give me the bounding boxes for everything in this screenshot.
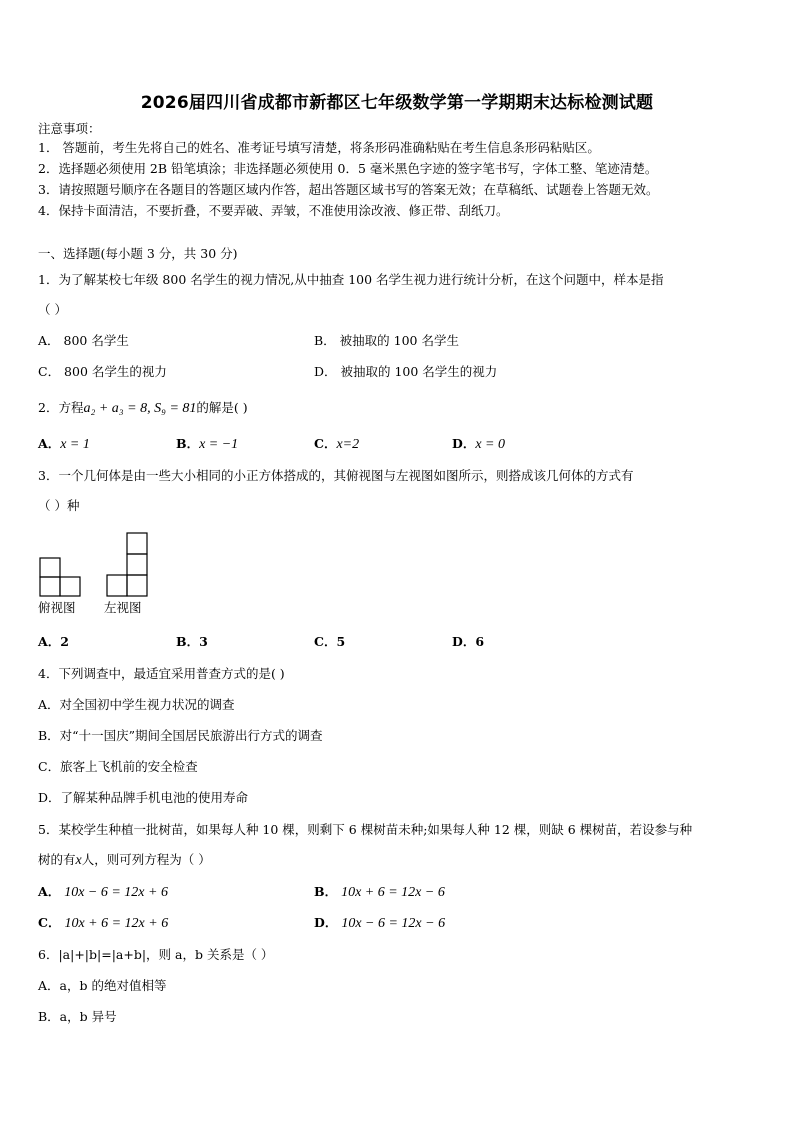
q3-left-view-cell — [127, 533, 147, 554]
q5-a-label: A． — [38, 884, 61, 899]
q2-a-label: A． — [38, 436, 61, 451]
notice-item-3: 3．请按照题号顺序在各题目的答题区域内作答，超出答题区域书写的答案无效；在草稿纸、试题卷上答题无效。 — [38, 182, 659, 197]
q3-left-view-cell — [107, 575, 127, 596]
q5-option-a — [38, 884, 168, 901]
q1-option-a: A． 800 名学生 — [38, 333, 129, 348]
q3-option-d: D．6 — [452, 634, 485, 649]
q5-option-b — [314, 884, 445, 901]
q4-option-b: B．对“十一国庆”期间全国居民旅游出行方式的调查 — [38, 728, 323, 743]
q2-suffix: 的解是( ) — [196, 400, 248, 415]
notice-heading: 注意事项： — [38, 121, 101, 136]
q5-option-c — [38, 915, 168, 932]
q6-stem: 6．|a|+|b|=|a+b|，则 a，b 关系是（ ） — [38, 947, 274, 962]
q3-option-c: C．5 — [314, 634, 346, 649]
q2-d-label: D． — [452, 436, 476, 451]
q5-d-math: 10x − 6 = 12x − 6 — [341, 916, 446, 931]
q4-option-d: D．了解某种品牌手机电池的使用寿命 — [38, 790, 249, 805]
q5-a-math: 10x − 6 = 12x + 6 — [64, 885, 168, 900]
q2-option-b — [176, 436, 238, 453]
section-heading: 一、选择题(每小题 3 分，共 30 分) — [38, 246, 238, 261]
q3-top-view-cell — [40, 558, 60, 577]
q3-top-view-cell — [60, 577, 80, 596]
q5-variable: x — [75, 853, 82, 868]
q3-left-view-figure — [105, 531, 151, 599]
q3-top-view-caption: 俯视图 — [38, 600, 76, 615]
q2-stem — [38, 400, 248, 417]
q3-stem-line2: （ ）种 — [38, 498, 80, 513]
q1-option-d: D． 被抽取的 100 名学生的视力 — [314, 364, 498, 379]
notice-item-1: 1． 答题前，考生先将自己的姓名、准考证号填写清楚，将条形码准确粘贴在考生信息条形码粘贴区。 — [38, 140, 600, 155]
q5-stem-line2 — [38, 852, 211, 869]
q4-option-a: A．对全国初中学生视力状况的调查 — [38, 697, 235, 712]
q5-c-math: 10x + 6 = 12x + 6 — [64, 916, 169, 931]
q1-option-b: B． 被抽取的 100 名学生 — [314, 333, 459, 348]
q3-left-view-caption: 左视图 — [104, 600, 142, 615]
q2-a-math: x = 1 — [60, 437, 90, 452]
q4-stem: 4．下列调查中，最适宜采用普查方式的是( ) — [38, 666, 285, 681]
q4-option-c: C．旅客上飞机前的安全检查 — [38, 759, 198, 774]
q2-c-label: C． — [314, 436, 337, 451]
q1-option-c: C． 800 名学生的视力 — [38, 364, 167, 379]
q3-option-a: A．2 — [38, 634, 69, 649]
q1-stem-line2: （ ） — [38, 302, 67, 317]
q5-b-math: 10x + 6 = 12x − 6 — [341, 885, 445, 900]
q3-left-view-cell — [127, 575, 147, 596]
q3-top-view-cell — [40, 577, 60, 596]
q5-stem-line1: 5．某校学生种植一批树苗，如果每人种 10 棵，则剩下 6 棵树苗未种;如果每人种 12 棵，则缺 6 棵树苗，若设参与种 — [38, 822, 693, 837]
q2-option-d — [452, 436, 505, 453]
q6-option-a: A．a，b 的绝对值相等 — [38, 978, 167, 993]
q2-option-a — [38, 436, 90, 453]
q5-stem-post: 人，则可列方程为（ ） — [81, 852, 211, 867]
q3-top-view-figure — [38, 556, 84, 598]
q5-option-d — [314, 915, 445, 932]
q2-equation: a₂ + a₃ = 8, S₉ = 81 — [83, 401, 197, 416]
q2-b-label: B． — [176, 436, 200, 451]
q6-option-b: B．a，b 异号 — [38, 1009, 117, 1024]
q2-prefix: 2．方程 — [38, 400, 84, 415]
q5-stem-pre: 树的有 — [38, 852, 76, 867]
page-title: 2026届四川省成都市新都区七年级数学第一学期期末达标检测试题 — [140, 93, 654, 113]
q1-stem-line1: 1．为了解某校七年级 800 名学生的视力情况,从中抽查 100 名学生视力进行统计分析，在这个问题中，样本是指 — [38, 272, 664, 287]
q2-option-c — [314, 436, 359, 453]
q5-b-label: B． — [314, 884, 338, 899]
q5-d-label: D． — [314, 915, 338, 930]
q2-d-math: x = 0 — [475, 437, 506, 452]
notice-item-4: 4．保持卡面清洁，不要折叠，不要弄破、弄皱，不准使用涂改液、修正带、刮纸刀。 — [38, 203, 509, 218]
q3-left-view-cell — [127, 554, 147, 575]
q2-b-math: x = −1 — [199, 437, 239, 452]
q5-c-label: C． — [38, 915, 61, 930]
q3-option-b: B．3 — [176, 634, 208, 649]
q3-stem-line1: 3．一个几何体是由一些大小相同的小正方体搭成的，其俯视图与左视图如图所示，则搭成该几何体的方式有 — [38, 468, 634, 483]
q2-c-math: x=2 — [336, 437, 360, 452]
notice-item-2: 2．选择题必须使用 2B 铅笔填涂；非选择题必须使用 0．5 毫米黑色字迹的签字笔书写，字体工整、笔迹清楚。 — [38, 161, 658, 176]
